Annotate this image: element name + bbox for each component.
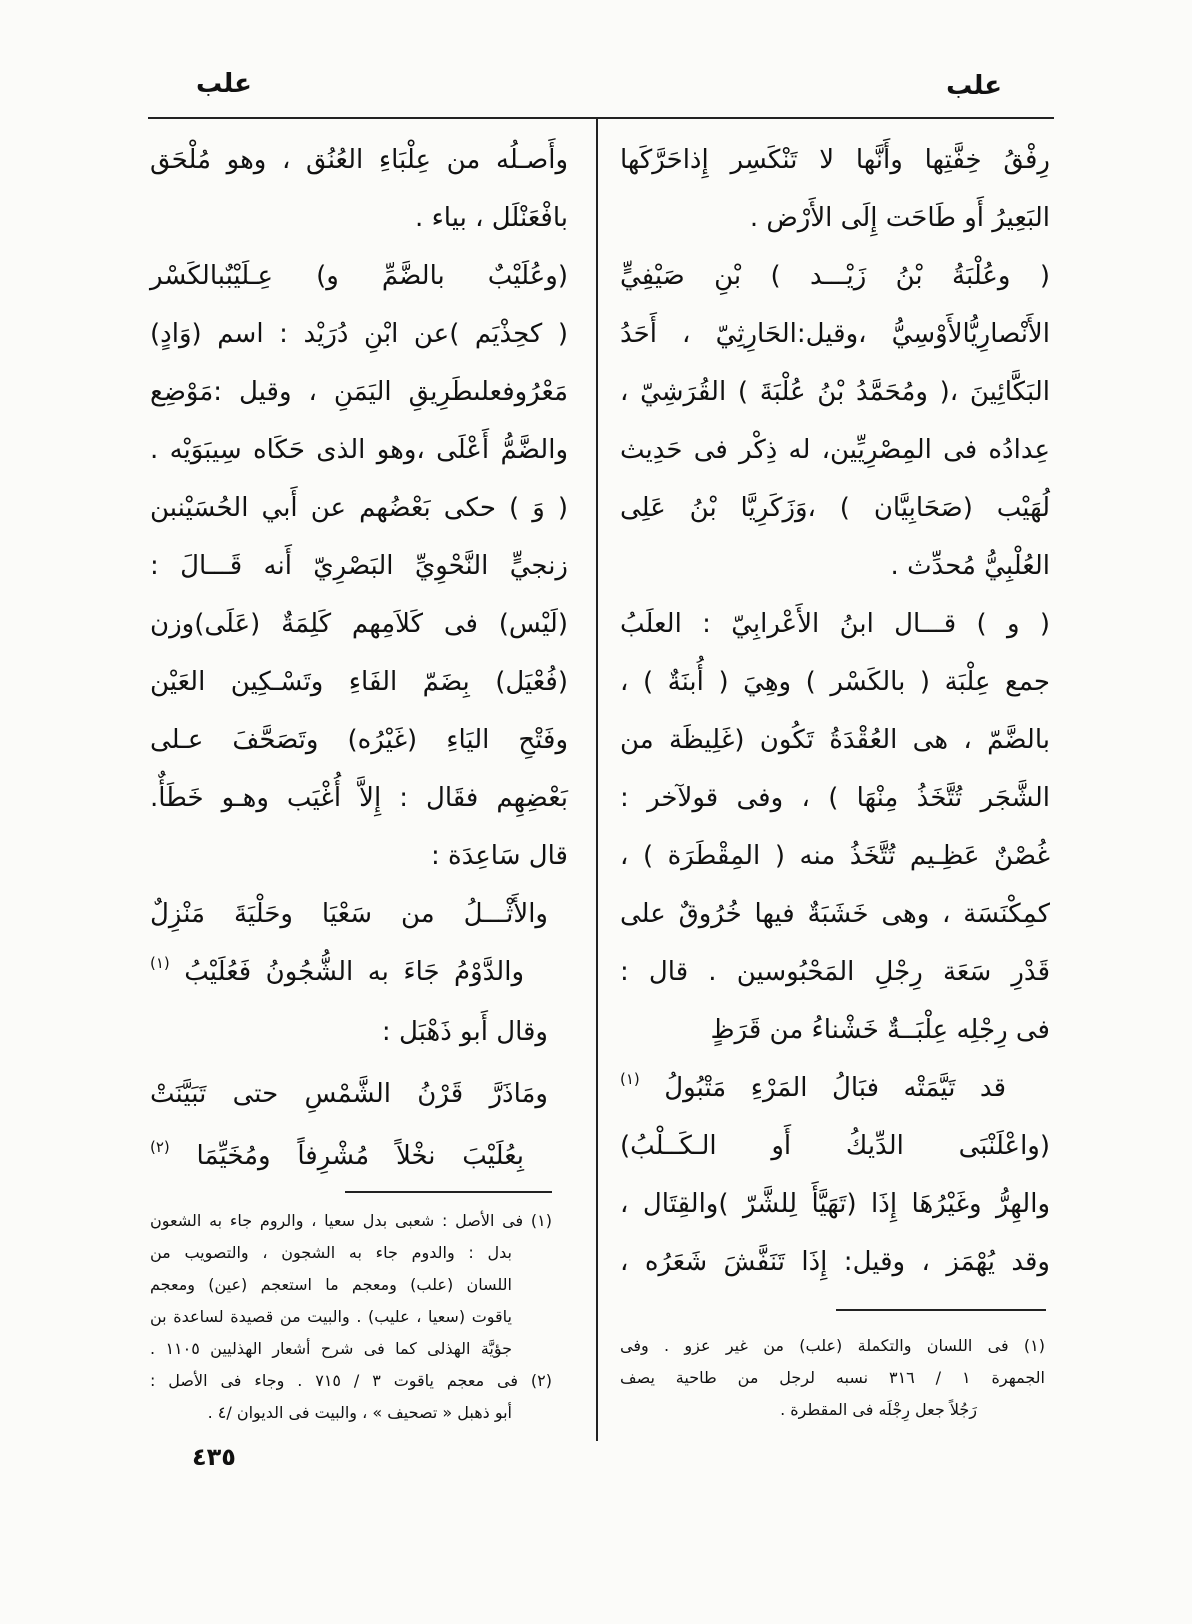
text-line: رِفْقُ خِفَّتِها وأَنَّها لا تَنْكَسِر إِذاحَرَّكَها [620, 145, 1050, 175]
footnote-line: اللسان (علب) ومعجم ما استعجم (عين) ومعجم [150, 1275, 512, 1294]
verse-line: ومَاذَرَّ قَرْنُ الشَّمْسِ حتى تَبَيَّنَتْ [150, 1079, 548, 1109]
text-line: (فُعْيَل) بِضَمّ الفَاءِ وتَسْـكِين العَيْن [150, 667, 568, 697]
footnote-line: جؤيَّة الهذلى كما فى شرح أشعار الهذليين ١١٠٥ . [150, 1339, 513, 1358]
text-line: ( وعُلْبَةُ بْنُ زَيْـــد ) بْنِ صَيْفِيٍّ [620, 261, 1050, 291]
verse-text: والدَّوْمُ جَاءَ به الشُّجُونُ فَعُلَيْبُ [184, 957, 525, 987]
text-line: البَعِيرُ أَو طَاحَت إِلَى الأَرْض . [749, 203, 1050, 233]
text-line: ( و ) قـــال ابنُ الأَعْرابِيّ : العلَبُ [620, 609, 1050, 639]
verse-text: بِعُلَيْبَ نخْلاً مُشْرِفاً ومُخَيِّمَا [196, 1141, 524, 1171]
verse-line [150, 1125, 568, 1187]
footnote-rule [345, 1191, 552, 1193]
footnote-line: بدل : والدوم جاء به الشجون ، والتصويب من [150, 1243, 512, 1262]
text-line: قَدْرِ سَعَة رِجْلِ المَحْبُوسين . قال : [620, 957, 1050, 987]
right-footnotes [620, 1330, 1045, 1426]
verse-line [150, 943, 568, 1001]
text-line: زنجيٍّ النَّحْوِيِّ البَصْرِيّ أَنه قَـــالَ : [150, 551, 568, 581]
text-line: وقد يُهْمَز ، وقيل: إِذَا تَنَفَّشَ شَعَرُه ، [620, 1247, 1050, 1277]
verse-line [620, 1059, 1050, 1117]
text-line: بافْعَنْلَل ، بياء . [415, 203, 568, 233]
text-line: غُصْنٌ عَظِـيم تُتَّخَذُ منه ( المِقْطَرَة ) ، [620, 841, 1050, 871]
text-line: بَعْضِهِم فقَال : إِلاَّ أُغْيَب وهـو خَطَأٌ. [150, 783, 568, 813]
footnote-rule [836, 1309, 1046, 1311]
text-line: والهِرُّ وغَيْرُهَا إِذَا (تَهَيَّأَ لِلشَّرّ )والقِتَال ، [620, 1189, 1050, 1219]
footnote-line: ياقوت (سعيا ، عليب) . والبيت من قصيدة لساعدة بن [150, 1307, 512, 1326]
page-number: ٤٣٥ [192, 1443, 236, 1471]
text-line: وأَصـلُه من عِلْبَاءِ العُنُق ، وهو مُلْحَق [150, 145, 568, 175]
footnote-line: رَجُلاً جعل رِجْلَه فى المقطرة . [780, 1400, 977, 1419]
text-line: وفَتْحِ اليَاءِ (غَيْرُه) وتَصَحَّفَ عـلى [150, 725, 568, 755]
right-column [620, 131, 1050, 1291]
header-rule [148, 117, 1054, 119]
text-line: (واعْلَنْبَى الدِّيكُ أَو الـكَــلْبُ) [620, 1131, 1050, 1161]
verse-line: والأَثْـــلُ من سَعْيَا وحَلْيَةَ مَنْزِلٌ [150, 899, 548, 929]
text-line: وقال أَبو ذَهْبَل : [381, 1017, 548, 1047]
text-line: (لَيْس) فى كَلاَمِهم كَلِمَةٌ (عَلَى)وزن [150, 609, 568, 639]
verse-text: قد تَيَّمَتْه فبَالُ المَرْءِ مَتْبُولُ [664, 1073, 1007, 1103]
text-line: جمع عِلْبَة ( بالكَسْر ) وهِيَ ( أُبنَةٌ ) ، [620, 667, 1050, 697]
text-line: كمِكْنَسَة ، وهى خَشَبَةٌ فيها خُرُوقٌ على [620, 899, 1050, 929]
text-line: عِدادُه فى المِصْرِيِّين، له ذِكْر فى حَدِيث [620, 435, 1050, 465]
left-footnotes [150, 1205, 552, 1429]
footnote-line: الجمهرة ١ / ٣١٦ نسبه لرجل من طاحية يصف [620, 1368, 1045, 1387]
text-line: الأَنْصارِيُّالأَوْسِيُّ ،وقيل:الحَارِثِيّ ، أَحَدُ [620, 319, 1050, 349]
text-line: البَكَّائِينَ ،( ومُحَمَّدُ بْنُ عُلْبَةَ ) القُرَشِيّ ، [620, 377, 1050, 407]
running-header-right: علب [946, 71, 1002, 101]
footnote-line: (١) فى اللسان والتكملة (علب) من غير عزو . وفى [620, 1336, 1045, 1355]
verse-line: فى رِجْلِه عِلْبَــةٌ خَشْناءُ من قَرَظٍ [710, 1015, 1050, 1045]
column-divider [596, 119, 598, 1441]
text-line: والضَّمُّ أَعْلَى ،وهو الذى حَكَاه سِيبَوَيْه . [150, 435, 568, 465]
text-line: (وعُلَيْبٌ بالضَّمِّ و) عِـلَيْبٌبالكَسْر [150, 261, 568, 291]
text-line: الشَّجَر تُتَّخَذُ مِنْهَا ) ، وفى قولآخر : [620, 783, 1050, 813]
text-line: العُلْبِيُّ مُحدِّث . [890, 551, 1050, 581]
text-line: لُهَيْب (صَحَابِيَّان ) ،وَزَكَرِيَّا بْنُ عَلِى [620, 493, 1050, 523]
text-line: بالضَّمّ ، هى العُقْدَةُ تَكُون (غَلِيظَة من [620, 725, 1050, 755]
text-line: قال سَاعِدَة : [430, 841, 568, 871]
footnote-line: أبو ذهبل « تصحيف » ، والبيت فى الديوان /٤ . [207, 1403, 512, 1422]
footnote-line: (٢) فى معجم ياقوت ٣ / ٧١٥ . وجاء فى الأصل : [150, 1371, 553, 1390]
text-line: مَعْرُوفعلىطَرِيقِ اليَمَنِ ، وقيل :مَوْضِع [150, 377, 568, 407]
left-column [150, 131, 568, 1187]
text-line: ( كحِذْيَم )عن ابْنِ دُرَيْد : اسم (وَادٍ) [150, 319, 568, 349]
footnote-ref: (٢) [150, 1138, 170, 1156]
text-line: ( وَ ) حكى بَعْضُهم عن أَبي الحُسَيْنبن [150, 493, 568, 523]
running-header-left: علب [196, 69, 252, 99]
footnote-line: (١) فى الأصل : شعبى بدل سعيا ، والروم جاء به الشعون [150, 1211, 552, 1230]
footnote-ref: (١) [150, 954, 170, 972]
footnote-ref: (١) [620, 1070, 640, 1088]
